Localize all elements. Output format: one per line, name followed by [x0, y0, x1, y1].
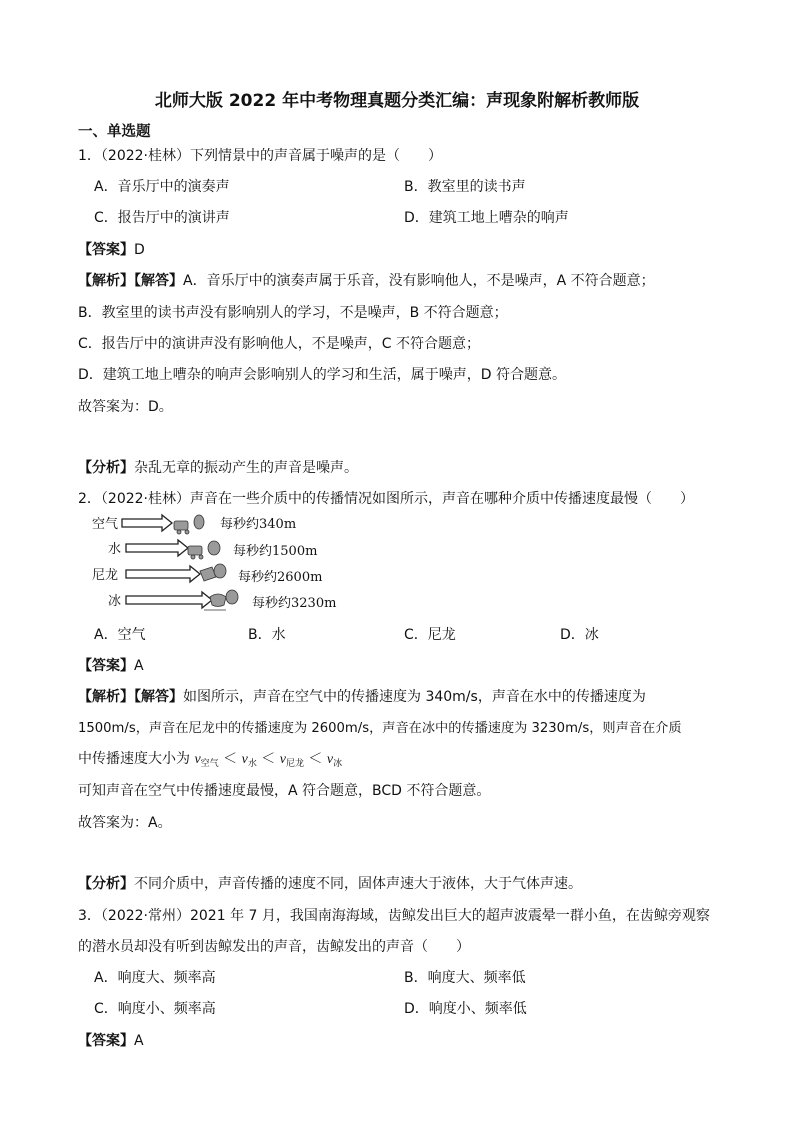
sound-speed-figure [92, 513, 352, 619]
fenxi-label: 【分析】 [78, 876, 134, 892]
q3-answer [78, 1030, 144, 1050]
q2-option-c: C．尼龙 [404, 627, 456, 643]
answer-label: 【答案】 [78, 1033, 134, 1049]
q1-stem: 1．（2022·桂林）下列情景中的声音属于噪声的是（ ） [78, 148, 442, 164]
q2-conclusion: 故答案为：A。 [78, 815, 172, 831]
q2-option-d: D．冰 [560, 627, 599, 643]
runner-icon [204, 590, 238, 610]
q2-option-a: A．空气 [94, 627, 146, 643]
q1-explain-line: C．报告厅中的演讲声没有影响他人，不是噪声，C 不符合题意； [78, 336, 480, 352]
runner-icon [200, 564, 226, 581]
q3-stem-line: 的潜水员却没有听到齿鲸发出的声音，齿鲸发出的声音（ ） [78, 939, 470, 955]
arrow-icon [122, 515, 172, 531]
medium-label: 冰 [108, 594, 122, 609]
jiexi-label: 【解析】【解答】 [78, 273, 183, 289]
q3-option-a: A．响度大、频率高 [94, 970, 216, 986]
arrow-icon [126, 592, 212, 608]
medium-label: 空气 [92, 517, 119, 532]
q2-stem: 2．（2022·桂林）声音在一些介质中的传播情况如图所示，声音在哪种介质中传播速度最慢（ ） [78, 491, 694, 507]
explain-text: A．音乐厅中的演奏声属于乐音，没有影响他人，不是噪声，A 不符合题意； [183, 273, 655, 289]
answer-value: A [134, 1033, 144, 1049]
q2-option-b: B．水 [248, 627, 286, 643]
speed-inequality: $v_{空气} < v_水 < v_{尼龙} < v_冰$ [194, 751, 343, 769]
answer-label: 【答案】 [78, 658, 134, 674]
q2-explain-line: 可知声音在空气中传播速度最慢，A 符合题意，BCD 不符合题意。 [78, 783, 491, 799]
speed-label: 每秒约340m [220, 517, 297, 532]
q2-explain-line: 1500m/s，声音在尼龙中的传播速度为 2600m/s，声音在冰中的传播速度为 3230m/s，则声音在介质 [78, 721, 682, 736]
arrow-icon [126, 566, 200, 582]
q3-option-d: D．响度小、频率低 [404, 1001, 527, 1017]
q1-explain-line [78, 270, 655, 290]
answer-label: 【答案】 [78, 242, 134, 258]
explain-text: 如图所示，声音在空气中的传播速度为 340m/s，声音在水中的传播速度为 [183, 689, 646, 705]
q1-option-b: B．教室里的读书声 [404, 179, 526, 195]
jiexi-label: 【解析】【解答】 [78, 689, 183, 705]
q1-answer [78, 239, 145, 259]
q1-option-a: A．音乐厅中的演奏声 [94, 179, 230, 195]
speed-label: 每秒约1500m [233, 544, 318, 559]
q1-option-c: C．报告厅中的演讲声 [94, 210, 230, 226]
q3-option-c: C．响度小、频率高 [94, 1001, 216, 1017]
arrow-icon [126, 540, 188, 556]
medium-label: 尼龙 [92, 568, 119, 583]
q3-option-b: B．响度大、频率低 [404, 970, 526, 986]
q2-answer [78, 655, 144, 675]
speed-label: 每秒约3230m [252, 596, 337, 611]
q1-explain-line: D．建筑工地上嘈杂的响声会影响别人的学习和生活，属于噪声，D 符合题意。 [78, 367, 567, 383]
q2-analysis [78, 873, 582, 893]
q1-conclusion: 故答案为：D。 [78, 399, 173, 415]
fenxi-text: 杂乱无章的振动产生的声音是噪声。 [134, 460, 358, 476]
runner-icon [174, 515, 204, 534]
explain-text: 中传播速度大小为 [78, 751, 190, 767]
q2-explain-line [78, 686, 646, 706]
section-heading: 一、单选题 [78, 124, 151, 140]
page-title: 北师大版 2022 年中考物理真题分类汇编：声现象附解析教师版 [154, 91, 640, 111]
fenxi-text: 不同介质中，声音传播的速度不同，固体声速大于液体，大于气体声速。 [134, 876, 582, 892]
speed-label: 每秒约2600m [238, 570, 323, 585]
runner-icon [188, 541, 220, 559]
q2-explain-formula-line [78, 748, 342, 769]
q3-stem-line: 3．（2022·常州）2021 年 7 月，我国南海海域，齿鲸发出巨大的超声波震晕一群小鱼，在齿鲸旁观察 [78, 908, 710, 924]
q1-analysis [78, 457, 358, 477]
fenxi-label: 【分析】 [78, 460, 134, 476]
answer-value: A [134, 658, 144, 674]
medium-label: 水 [108, 542, 122, 557]
q1-option-d: D．建筑工地上嘈杂的响声 [404, 210, 569, 226]
q1-explain-line: B．教室里的读书声没有影响别人的学习，不是噪声，B 不符合题意； [78, 305, 508, 321]
answer-value: D [134, 242, 145, 258]
